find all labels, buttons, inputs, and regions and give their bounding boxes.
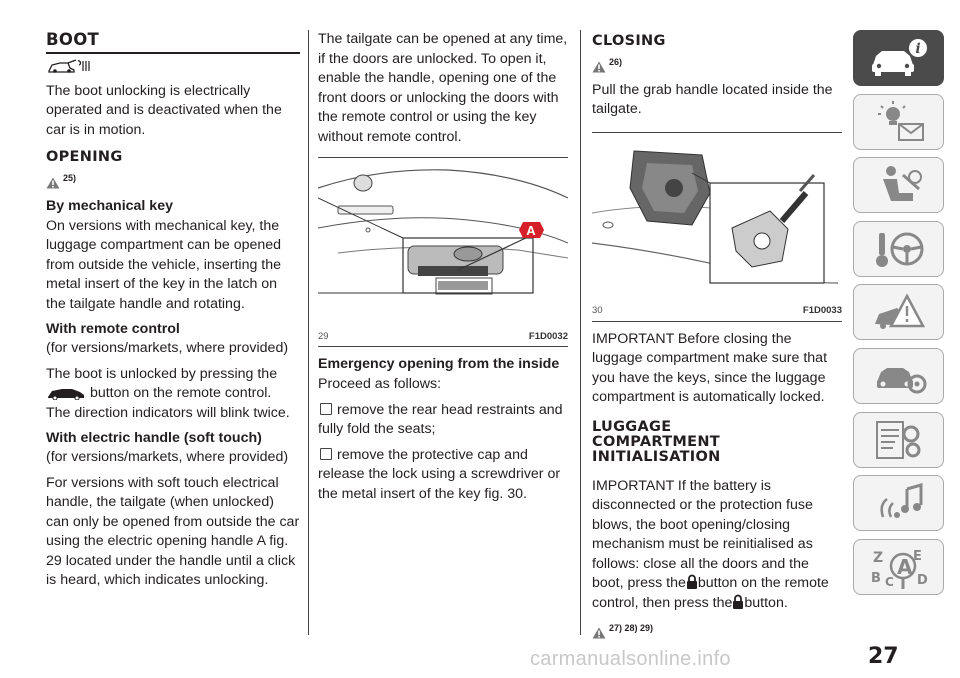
page-number: 27 bbox=[868, 644, 899, 669]
heading-luggage-initialisation: LUGGAGE COMPARTMENT INITIALISATION bbox=[592, 418, 721, 465]
remote-availability-note: (for versions/markets, where provided) bbox=[46, 340, 289, 356]
heading-remote-control: With remote control bbox=[46, 321, 180, 337]
figure-callout-a: A bbox=[526, 223, 536, 238]
heading-electric-handle: With electric handle (soft touch) bbox=[46, 430, 262, 446]
figure-caption: 29 F1D0032 bbox=[318, 330, 568, 342]
tailgate-intro-text: The tailgate can be opened at any time, if the doors are unlocked. To open it, enable the handle, opening one of the front doors or unlocking the doors with the remote control or using the key without remote control. bbox=[318, 31, 568, 145]
index-icon bbox=[867, 544, 931, 590]
seat-airbag-icon bbox=[869, 163, 929, 207]
bullet-item: remove the protective cap and release the lock using a screwdriver or the metal insert of the key fig. 30. bbox=[318, 446, 561, 502]
heading-mechanical-key: By mechanical key bbox=[46, 197, 173, 214]
mechanical-key-text: On versions with mechanical key, the luggage compartment can be opened from outside the vehicle, inserting the metal insert of the key in the latch on the tailgate handle and rotating. bbox=[46, 217, 282, 312]
car-maintenance-icon bbox=[869, 354, 929, 398]
warning-triangle-icon bbox=[592, 627, 606, 639]
lock-button-icon bbox=[686, 574, 698, 590]
important-initialisation-text: IMPORTANT If the battery is disconnected or the protection fuse blows, the boot opening/closing mechanism must be reinitialised as follows: close all the doors and the boot, press the button on the remote control, then press the button. bbox=[592, 477, 829, 611]
column-middle bbox=[318, 30, 568, 510]
electric-availability-note: (for versions/markets, where provided) bbox=[46, 449, 289, 465]
column-divider bbox=[308, 30, 309, 635]
tab-starting-driving[interactable] bbox=[853, 221, 944, 277]
boot-open-button-icon bbox=[46, 386, 86, 400]
tab-warning-lights[interactable] bbox=[853, 94, 944, 150]
heading-emergency-opening: Emergency opening from the inside bbox=[318, 356, 560, 372]
watermark: carmanualsonline.info bbox=[530, 648, 731, 670]
svg-text:i: i bbox=[914, 41, 921, 57]
column-divider bbox=[580, 30, 581, 635]
svg-text:E: E bbox=[912, 548, 922, 564]
figure-29 bbox=[318, 157, 568, 347]
warning-reference: 27) 28) 29) bbox=[592, 619, 842, 639]
warning-triangle-icon bbox=[46, 177, 60, 189]
chapter-tabs bbox=[853, 30, 944, 602]
warning-reference: 26) bbox=[592, 53, 842, 73]
closing-text: Pull the grab handle located inside the tailgate. bbox=[592, 81, 833, 117]
tab-technical-data[interactable] bbox=[853, 412, 944, 468]
column-right bbox=[592, 30, 842, 647]
svg-text:A: A bbox=[896, 554, 912, 579]
svg-text:C: C bbox=[884, 574, 894, 589]
tab-index[interactable] bbox=[853, 539, 944, 595]
svg-text:Z: Z bbox=[872, 549, 883, 566]
figure-30 bbox=[592, 132, 842, 322]
warning-reference: 25) bbox=[46, 169, 300, 189]
boot-symbol-icon bbox=[48, 59, 300, 80]
car-info-icon bbox=[868, 38, 930, 78]
section-title-boot: BOOT bbox=[46, 30, 300, 54]
column-left bbox=[46, 30, 300, 597]
electric-handle-text: For versions with soft touch electrical handle, the tailgate (when unlocked) can only be opened from outside the car using the electric opening handle A fig. 29 located under the handle until a click is heard, which indicates unlocking. bbox=[46, 474, 300, 588]
boot-intro-text: The boot unlocking is electrically operated and is deactivated when the car is in motion. bbox=[46, 82, 282, 138]
boot-lock-illustration bbox=[592, 133, 838, 293]
svg-text:D: D bbox=[916, 572, 928, 588]
multimedia-icon bbox=[869, 481, 929, 525]
heading-opening: OPENING bbox=[46, 149, 123, 165]
important-keys-text: IMPORTANT Before closing the luggage compartment make sure that you have the keys, since the luggage compartment is automatically locked. bbox=[592, 330, 828, 405]
figure-caption: 30 F1D0033 bbox=[592, 305, 842, 316]
tab-car-info[interactable] bbox=[853, 30, 944, 86]
warning-lights-icon bbox=[869, 100, 929, 144]
tailgate-handle-illustration bbox=[318, 158, 568, 318]
heading-closing: CLOSING bbox=[592, 33, 666, 49]
warning-triangle-icon bbox=[592, 61, 606, 73]
steering-key-icon bbox=[869, 227, 929, 271]
checkbox-bullet-icon bbox=[320, 448, 332, 460]
tab-multimedia[interactable] bbox=[853, 475, 944, 531]
lock-button-icon bbox=[732, 594, 744, 610]
remote-control-text: The boot is unlocked by pressing the button on the remote control. The direction indicators will blink twice. bbox=[46, 365, 290, 421]
emergency-icon bbox=[869, 290, 929, 334]
settings-list-icon bbox=[869, 418, 929, 462]
svg-text:B: B bbox=[870, 570, 881, 586]
tab-emergency[interactable] bbox=[853, 284, 944, 340]
tab-maintenance[interactable] bbox=[853, 348, 944, 404]
checkbox-bullet-icon bbox=[320, 403, 332, 415]
proceed-text: Proceed as follows: bbox=[318, 376, 442, 392]
bullet-item: remove the rear head restraints and fully fold the seats; bbox=[318, 401, 563, 437]
tab-safety[interactable] bbox=[853, 157, 944, 213]
